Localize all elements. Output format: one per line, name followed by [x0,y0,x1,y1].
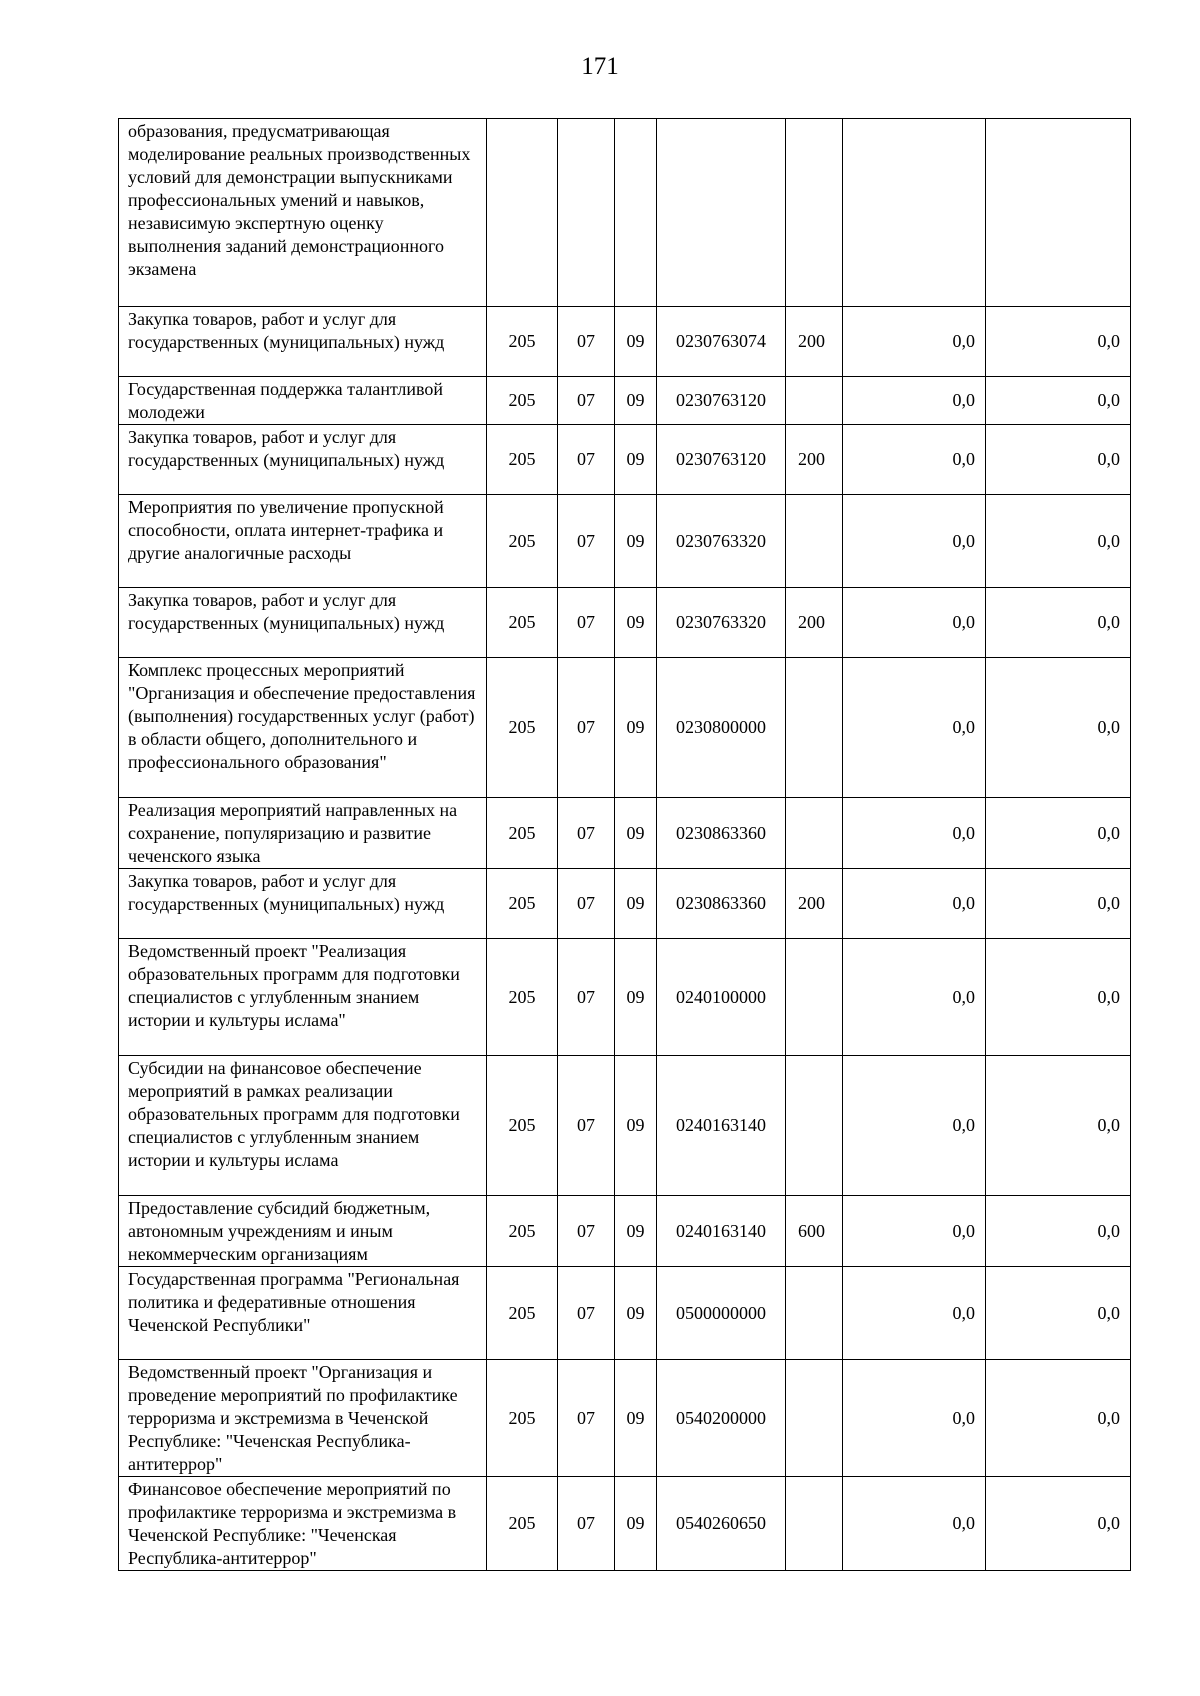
amount-cell-2: 0,0 [986,798,1131,869]
subsection-code-cell: 09 [615,869,657,939]
ministry-code-cell: 205 [487,1056,558,1196]
target-article-cell: 0240163140 [657,1196,786,1267]
subsection-code-cell [615,119,657,307]
amount-cell-1: 0,0 [843,1056,986,1196]
ministry-code-cell: 205 [487,1360,558,1477]
expense-type-cell: 200 [786,869,843,939]
section-code-cell: 07 [558,425,615,495]
section-code-cell: 07 [558,495,615,588]
ministry-code-cell: 205 [487,869,558,939]
table-row [119,1360,1131,1477]
ministry-code-cell: 205 [487,588,558,658]
target-article-cell: 0240100000 [657,939,786,1056]
ministry-code-cell: 205 [487,307,558,377]
ministry-code-cell: 205 [487,1477,558,1571]
subsection-code-cell: 09 [615,588,657,658]
amount-cell-1 [843,119,986,307]
amount-cell-1: 0,0 [843,869,986,939]
ministry-code-cell: 205 [487,1267,558,1360]
target-article-cell: 0230763074 [657,307,786,377]
subsection-code-cell: 09 [615,1196,657,1267]
subsection-code-cell: 09 [615,495,657,588]
amount-cell-1: 0,0 [843,798,986,869]
subsection-code-cell: 09 [615,307,657,377]
amount-cell-2: 0,0 [986,377,1131,425]
item-name-cell: Финансовое обеспечение мероприятий по профилактике терроризма и экстремизма в Чеченской Республике: "Чеченская Республика-антитеррор" [119,1477,487,1571]
amount-cell-1: 0,0 [843,588,986,658]
expense-type-cell: 600 [786,1196,843,1267]
expense-type-cell [786,658,843,798]
subsection-code-cell: 09 [615,939,657,1056]
target-article-cell: 0540200000 [657,1360,786,1477]
amount-cell-2: 0,0 [986,495,1131,588]
table-row [119,1196,1131,1267]
section-code-cell: 07 [558,1477,615,1571]
subsection-code-cell: 09 [615,658,657,798]
amount-cell-1: 0,0 [843,307,986,377]
item-name-cell: Предоставление субсидий бюджетным, автономным учреждениям и иным некоммерческим организациям [119,1196,487,1267]
amount-cell-2: 0,0 [986,588,1131,658]
section-code-cell: 07 [558,798,615,869]
item-name-cell: Государственная поддержка талантливой молодежи [119,377,487,425]
amount-cell-1: 0,0 [843,1360,986,1477]
amount-cell-2: 0,0 [986,939,1131,1056]
subsection-code-cell: 09 [615,1477,657,1571]
table-row [119,377,1131,425]
item-name-cell: Субсидии на финансовое обеспечение мероприятий в рамках реализации образовательных программ для подготовки специалистов с углубленным знанием истории и культуры ислама [119,1056,487,1196]
section-code-cell: 07 [558,1056,615,1196]
table-row [119,307,1131,377]
amount-cell-2: 0,0 [986,1056,1131,1196]
section-code-cell: 07 [558,588,615,658]
table-row [119,119,1131,307]
expense-type-cell: 200 [786,588,843,658]
ministry-code-cell [487,119,558,307]
amount-cell-1: 0,0 [843,1196,986,1267]
table-row [119,495,1131,588]
target-article-cell: 0230863360 [657,798,786,869]
target-article-cell: 0240163140 [657,1056,786,1196]
amount-cell-1: 0,0 [843,658,986,798]
ministry-code-cell: 205 [487,377,558,425]
subsection-code-cell: 09 [615,377,657,425]
amount-cell-2: 0,0 [986,307,1131,377]
table-row [119,939,1131,1056]
expense-type-cell [786,939,843,1056]
amount-cell-2: 0,0 [986,1477,1131,1571]
item-name-cell: Комплекс процессных мероприятий "Организация и обеспечение предоставления (выполнения) государственных услуг (работ) в области общего, дополнительного и профессионального образования" [119,658,487,798]
section-code-cell: 07 [558,1267,615,1360]
section-code-cell: 07 [558,307,615,377]
amount-cell-1: 0,0 [843,377,986,425]
table-row [119,1056,1131,1196]
table-row [119,588,1131,658]
subsection-code-cell: 09 [615,1056,657,1196]
item-name-cell: Закупка товаров, работ и услуг для государственных (муниципальных) нужд [119,869,487,939]
ministry-code-cell: 205 [487,939,558,1056]
amount-cell-1: 0,0 [843,495,986,588]
amount-cell-2: 0,0 [986,1360,1131,1477]
table-row [119,658,1131,798]
expense-type-cell: 200 [786,425,843,495]
target-article-cell: 0230800000 [657,658,786,798]
expense-type-cell [786,798,843,869]
section-code-cell: 07 [558,377,615,425]
table-row [119,1477,1131,1571]
table-row [119,798,1131,869]
expense-type-cell [786,495,843,588]
ministry-code-cell: 205 [487,658,558,798]
amount-cell-2: 0,0 [986,869,1131,939]
section-code-cell: 07 [558,1360,615,1477]
ministry-code-cell: 205 [487,425,558,495]
page-number: 171 [581,53,619,80]
ministry-code-cell: 205 [487,798,558,869]
ministry-code-cell: 205 [487,1196,558,1267]
target-article-cell: 0230763320 [657,495,786,588]
target-article-cell: 0500000000 [657,1267,786,1360]
item-name-cell: Закупка товаров, работ и услуг для государственных (муниципальных) нужд [119,307,487,377]
item-name-cell: Государственная программа "Региональная политика и федеративные отношения Чеченской Республики" [119,1267,487,1360]
table-row [119,1267,1131,1360]
item-name-cell: Ведомственный проект "Реализация образовательных программ для подготовки специалистов с углубленным знанием истории и культуры ислама" [119,939,487,1056]
expense-type-cell [786,1267,843,1360]
amount-cell-1: 0,0 [843,939,986,1056]
section-code-cell: 07 [558,658,615,798]
amount-cell-2: 0,0 [986,1196,1131,1267]
ministry-code-cell: 205 [487,495,558,588]
item-name-cell: Реализация мероприятий направленных на сохранение, популяризацию и развитие чеченского языка [119,798,487,869]
table-row [119,425,1131,495]
amount-cell-1: 0,0 [843,425,986,495]
target-article-cell: 0540260650 [657,1477,786,1571]
amount-cell-1: 0,0 [843,1267,986,1360]
target-article-cell: 0230763320 [657,588,786,658]
target-article-cell: 0230863360 [657,869,786,939]
subsection-code-cell: 09 [615,798,657,869]
item-name-cell: образования, предусматривающая моделирование реальных производственных условий для демонстрации выпускниками профессиональных умений и навыков, независимую экспертную оценку выполнения заданий демонстрационного экзамена [119,119,487,307]
section-code-cell [558,119,615,307]
item-name-cell: Мероприятия по увеличение пропускной способности, оплата интернет-трафика и другие аналогичные расходы [119,495,487,588]
table-row [119,869,1131,939]
amount-cell-1: 0,0 [843,1477,986,1571]
expense-type-cell: 200 [786,307,843,377]
item-name-cell: Закупка товаров, работ и услуг для государственных (муниципальных) нужд [119,425,487,495]
item-name-cell: Ведомственный проект "Организация и проведение мероприятий по профилактике терроризма и экстремизма в Чеченской Республике: "Чеченская Республика-антитеррор" [119,1360,487,1477]
expense-type-cell [786,1477,843,1571]
amount-cell-2: 0,0 [986,425,1131,495]
target-article-cell: 0230763120 [657,377,786,425]
expense-type-cell [786,377,843,425]
target-article-cell: 0230763120 [657,425,786,495]
budget-table [118,118,1131,1571]
expense-type-cell [786,119,843,307]
amount-cell-2: 0,0 [986,658,1131,798]
expense-type-cell [786,1360,843,1477]
amount-cell-2 [986,119,1131,307]
item-name-cell: Закупка товаров, работ и услуг для государственных (муниципальных) нужд [119,588,487,658]
section-code-cell: 07 [558,1196,615,1267]
subsection-code-cell: 09 [615,1267,657,1360]
budget-table-body [119,119,1131,1571]
subsection-code-cell: 09 [615,425,657,495]
section-code-cell: 07 [558,869,615,939]
target-article-cell [657,119,786,307]
expense-type-cell [786,1056,843,1196]
subsection-code-cell: 09 [615,1360,657,1477]
section-code-cell: 07 [558,939,615,1056]
amount-cell-2: 0,0 [986,1267,1131,1360]
